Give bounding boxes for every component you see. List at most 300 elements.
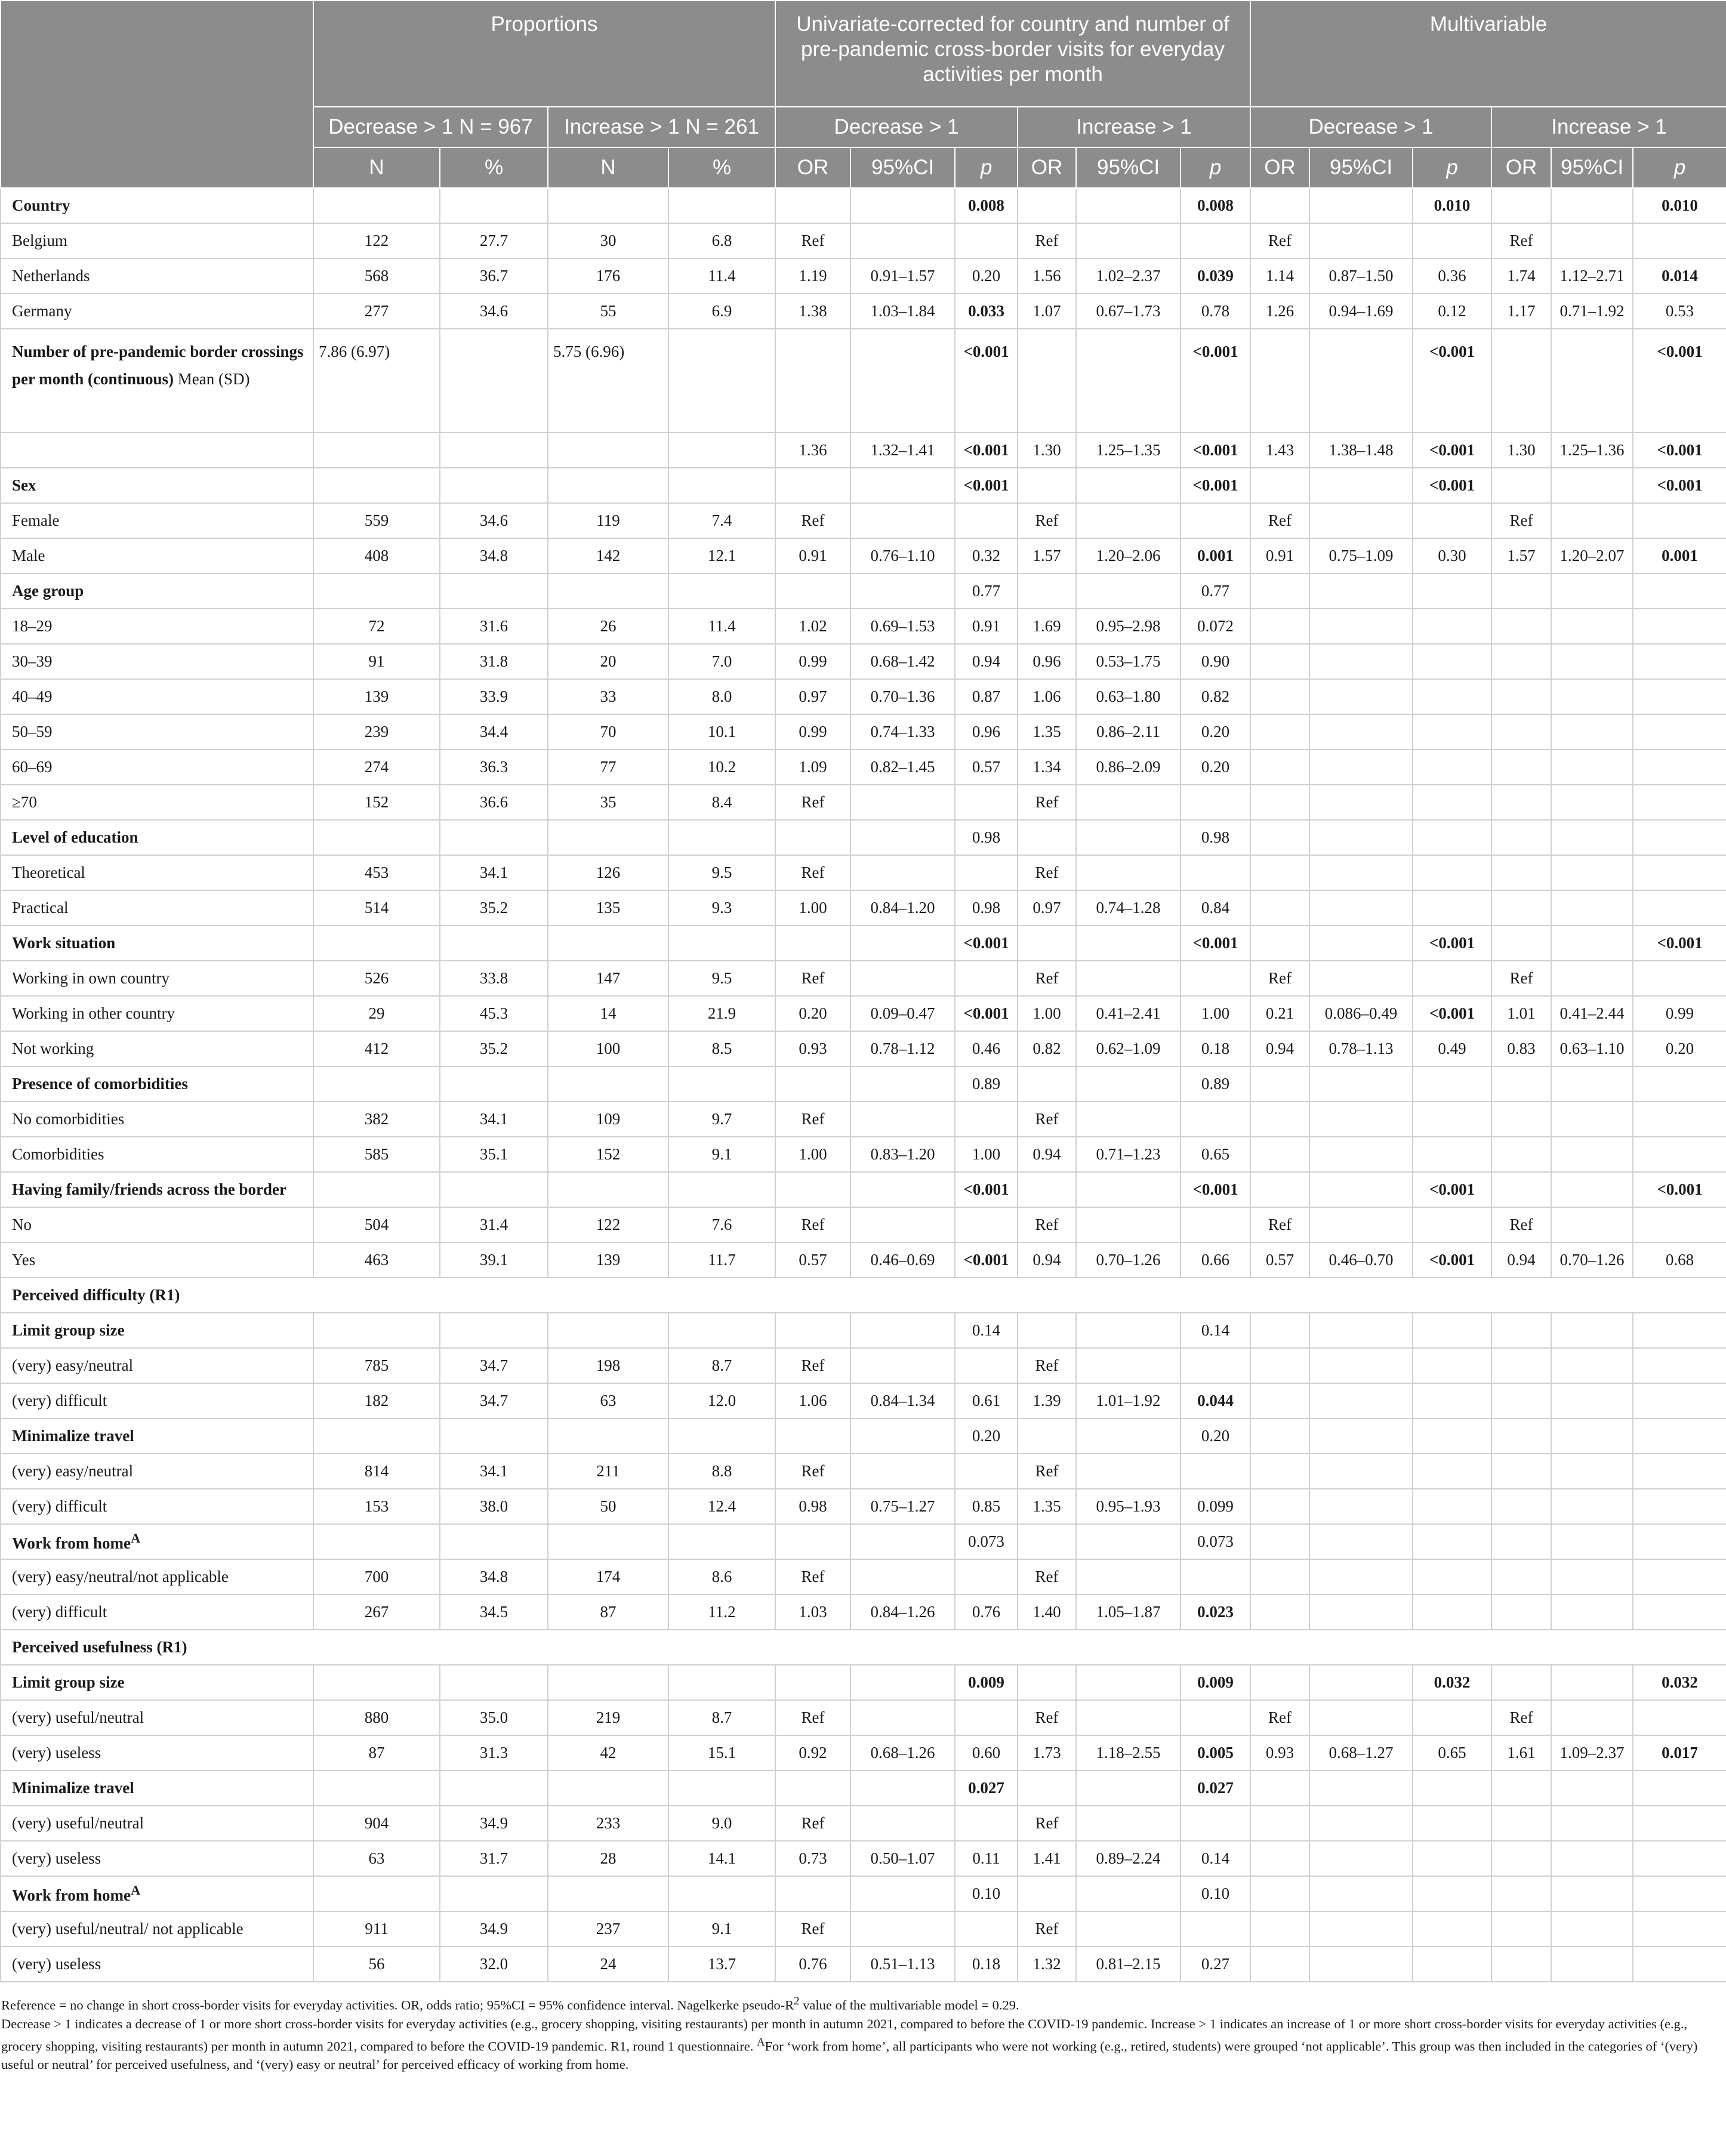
row-label (1, 573, 313, 609)
table-cell (1250, 1383, 1309, 1418)
table-cell: 135 (548, 890, 668, 926)
table-cell: 35.2 (440, 1031, 548, 1066)
table-cell: 0.009 (955, 1665, 1018, 1700)
table-cell (1551, 223, 1633, 258)
table-cell: 0.75–1.09 (1309, 538, 1413, 573)
table-cell (548, 1172, 668, 1207)
table-cell (1250, 609, 1309, 644)
table-cell: 0.18 (955, 1947, 1018, 1982)
table-cell: 11.4 (668, 258, 775, 294)
table-cell (313, 1524, 440, 1559)
table-cell: 880 (313, 1700, 440, 1735)
table-cell (1076, 1102, 1181, 1137)
row-label-text: 30–39 (12, 652, 53, 670)
table-cell: 91 (313, 644, 440, 679)
row-label-text: 50–59 (12, 723, 53, 741)
row-label-text: Comorbidities (12, 1145, 104, 1163)
table-cell (1309, 609, 1413, 644)
table-cell (1633, 749, 1726, 785)
table-cell (1551, 1418, 1633, 1454)
table-cell: 0.09–0.47 (850, 996, 955, 1031)
table-cell (775, 1313, 850, 1348)
table-cell (1076, 1348, 1181, 1383)
table-cell: <0.001 (955, 468, 1018, 503)
table-cell (1491, 1172, 1551, 1207)
row-label (1, 503, 313, 538)
table-cell: 0.41–2.44 (1551, 996, 1633, 1031)
table-cell: <0.001 (955, 996, 1018, 1031)
table-cell: 1.56 (1018, 258, 1076, 294)
table-cell: 31.7 (440, 1841, 548, 1876)
row-label-text: Age group (12, 582, 84, 600)
table-cell: 1.00 (1018, 996, 1076, 1031)
table-cell (548, 1313, 668, 1348)
table-cell (1551, 1348, 1633, 1383)
table-cell: 0.70–1.26 (1076, 1242, 1181, 1278)
table-row (1, 855, 1726, 890)
table-cell (668, 1771, 775, 1806)
table-cell: 211 (548, 1454, 668, 1489)
row-label (1, 468, 313, 503)
table-cell (1633, 1911, 1726, 1947)
table-cell: 0.001 (1181, 538, 1250, 573)
table-cell (1076, 329, 1181, 433)
table-cell (440, 1172, 548, 1207)
table-cell (1413, 1771, 1491, 1806)
table-cell: 30 (548, 223, 668, 258)
table-cell: 568 (313, 258, 440, 294)
table-cell (1413, 890, 1491, 926)
table-cell (1551, 609, 1633, 644)
row-label-text: (very) useless (12, 1744, 101, 1762)
row-label (1, 188, 313, 223)
table-cell (1309, 1841, 1413, 1876)
table-cell (1076, 1418, 1181, 1454)
table-cell (440, 329, 548, 433)
table-cell: 0.032 (1413, 1665, 1491, 1700)
table-cell (1018, 1066, 1076, 1102)
table-cell (1309, 1876, 1413, 1911)
table-cell (1491, 1559, 1551, 1594)
table-cell: 0.78 (1181, 294, 1250, 329)
table-cell (1309, 1207, 1413, 1242)
table-row (1, 329, 1726, 433)
table-cell (850, 1876, 955, 1911)
table-cell: 0.67–1.73 (1076, 294, 1181, 329)
table-cell (313, 1876, 440, 1911)
column-header: N (313, 147, 440, 188)
table-cell (1309, 503, 1413, 538)
column-header: p (1633, 147, 1726, 188)
table-cell (548, 926, 668, 961)
table-cell (1250, 1348, 1309, 1383)
table-cell (1551, 961, 1633, 996)
row-label-text: Limit group size (12, 1673, 125, 1691)
table-cell: 0.94 (1491, 1242, 1551, 1278)
table-cell (955, 223, 1018, 258)
table-cell (775, 1172, 850, 1207)
table-cell: 42 (548, 1735, 668, 1771)
table-cell (313, 1313, 440, 1348)
table-cell (1309, 926, 1413, 961)
table-cell: Ref (775, 223, 850, 258)
table-cell: Ref (775, 855, 850, 890)
table-cell (775, 188, 850, 223)
table-row (1, 1559, 1726, 1594)
table-cell (1309, 820, 1413, 855)
table-cell (1181, 1559, 1250, 1594)
table-row (1, 433, 1726, 468)
table-cell (850, 855, 955, 890)
table-cell (1633, 644, 1726, 679)
table-cell (1633, 1771, 1726, 1806)
table-cell (1250, 644, 1309, 679)
table-cell (955, 1911, 1018, 1947)
table-cell (1491, 1771, 1551, 1806)
footnote-line-2 (1, 2015, 1726, 2074)
table-cell: 1.57 (1491, 538, 1551, 573)
row-label (1, 433, 313, 468)
table-cell (440, 1524, 548, 1559)
table-cell (1309, 1454, 1413, 1489)
table-cell (1633, 820, 1726, 855)
table-row (1, 1665, 1726, 1700)
table-cell (1309, 1172, 1413, 1207)
table-cell (668, 1524, 775, 1559)
table-cell (1551, 1876, 1633, 1911)
table-cell (1018, 926, 1076, 961)
table-cell: 0.84–1.34 (850, 1383, 955, 1418)
table-cell: 0.18 (1181, 1031, 1250, 1066)
table-cell: 0.65 (1413, 1735, 1491, 1771)
table-cell: 1.02 (775, 609, 850, 644)
table-cell: 382 (313, 1102, 440, 1137)
table-cell: 0.98 (1181, 820, 1250, 855)
table-cell: <0.001 (1633, 1172, 1726, 1207)
row-label-text: (very) easy/neutral (12, 1462, 134, 1480)
table-cell (1181, 503, 1250, 538)
table-row (1, 714, 1726, 749)
table-cell: 453 (313, 855, 440, 890)
column-header: OR (1491, 147, 1551, 188)
table-cell (1491, 609, 1551, 644)
table-cell (1551, 714, 1633, 749)
table-cell: 0.46 (955, 1031, 1018, 1066)
table-cell: 1.00 (955, 1137, 1018, 1172)
table-cell (1551, 1489, 1633, 1524)
table-cell: 412 (313, 1031, 440, 1066)
row-label-text: Number of pre-pandemic border crossings per month (continuous) (12, 343, 304, 388)
table-cell (1309, 1348, 1413, 1383)
table-cell (1250, 1947, 1309, 1982)
table-cell: 34.1 (440, 1454, 548, 1489)
table-row (1, 996, 1726, 1031)
table-cell (1076, 1172, 1181, 1207)
table-cell: Ref (1250, 961, 1309, 996)
table-cell (548, 188, 668, 223)
table-cell: 0.86–2.09 (1076, 749, 1181, 785)
table-cell (1076, 785, 1181, 820)
subheader-uni-decrease: Decrease > 1 (775, 107, 1018, 147)
table-cell (1076, 1806, 1181, 1841)
table-cell: 1.20–2.06 (1076, 538, 1181, 573)
table-cell (850, 961, 955, 996)
table-cell: 0.71–1.92 (1551, 294, 1633, 329)
table-cell (1250, 1665, 1309, 1700)
table-cell: 11.4 (668, 609, 775, 644)
table-cell (775, 1066, 850, 1102)
table-cell: 8.0 (668, 679, 775, 714)
table-cell: 1.73 (1018, 1735, 1076, 1771)
table-cell: 0.91–1.57 (850, 258, 955, 294)
table-cell: <0.001 (1633, 926, 1726, 961)
table-cell: Ref (1018, 503, 1076, 538)
row-label (1, 1700, 313, 1735)
table-cell: 1.35 (1018, 1489, 1076, 1524)
table-row (1, 1172, 1726, 1207)
table-cell: 0.008 (955, 188, 1018, 223)
table-cell (1250, 1137, 1309, 1172)
table-cell: 176 (548, 258, 668, 294)
table-cell (1309, 714, 1413, 749)
table-cell (668, 188, 775, 223)
table-cell (775, 329, 850, 433)
table-cell: 0.82 (1181, 679, 1250, 714)
table-cell: Ref (775, 1700, 850, 1735)
table-cell (955, 961, 1018, 996)
table-cell: 20 (548, 644, 668, 679)
table-cell (1309, 890, 1413, 926)
table-cell: 14.1 (668, 1841, 775, 1876)
row-label-text: (very) useful/neutral (12, 1708, 144, 1726)
row-label (1, 1771, 313, 1806)
table-cell: 33.8 (440, 961, 548, 996)
row-label (1, 1841, 313, 1876)
table-cell: 7.6 (668, 1207, 775, 1242)
table-cell: Ref (1250, 503, 1309, 538)
table-cell: 0.60 (955, 1735, 1018, 1771)
table-cell (1633, 223, 1726, 258)
table-cell: 109 (548, 1102, 668, 1137)
header-group-proportions: Proportions (313, 1, 775, 107)
table-cell (1551, 1594, 1633, 1630)
table-cell (1413, 644, 1491, 679)
table-cell: 1.00 (775, 1137, 850, 1172)
table-cell (1491, 1066, 1551, 1102)
table-cell: 0.62–1.09 (1076, 1031, 1181, 1066)
row-label-text: Work from home (12, 1534, 131, 1552)
table-cell (668, 433, 775, 468)
table-cell: 1.12–2.71 (1551, 258, 1633, 294)
table-cell (1413, 1137, 1491, 1172)
table-cell: <0.001 (1413, 433, 1491, 468)
table-cell: 9.5 (668, 855, 775, 890)
table-cell: 9.3 (668, 890, 775, 926)
table-cell (1018, 1524, 1076, 1559)
table-cell: Ref (1018, 785, 1076, 820)
footnote-superscript-a: A (756, 2035, 765, 2049)
table-cell (1491, 1665, 1551, 1700)
table-cell (1250, 1102, 1309, 1137)
table-cell: 34.9 (440, 1911, 548, 1947)
table-cell: <0.001 (955, 433, 1018, 468)
table-cell: Ref (775, 1454, 850, 1489)
table-cell: 233 (548, 1806, 668, 1841)
table-cell: 0.57 (1250, 1242, 1309, 1278)
table-cell: 0.77 (955, 573, 1018, 609)
table-cell (1413, 1102, 1491, 1137)
table-cell: 34.8 (440, 1559, 548, 1594)
table-cell (1413, 223, 1491, 258)
footnote-text-1-end: value of the multivariable model = 0.29. (799, 1997, 1019, 2013)
table-cell (1491, 714, 1551, 749)
table-cell (1491, 1876, 1551, 1911)
table-cell: 1.19 (775, 258, 850, 294)
table-cell (1551, 855, 1633, 890)
table-cell (1491, 1489, 1551, 1524)
table-cell (313, 1066, 440, 1102)
table-cell: 0.66 (1181, 1242, 1250, 1278)
table-row (1, 1947, 1726, 1982)
table-cell: 1.38–1.48 (1309, 433, 1413, 468)
table-cell (1633, 890, 1726, 926)
table-cell (1633, 1876, 1726, 1911)
table-cell: <0.001 (1413, 1172, 1491, 1207)
table-cell (1250, 1559, 1309, 1594)
table-cell: 239 (313, 714, 440, 749)
table-cell (1413, 1454, 1491, 1489)
row-label (1, 996, 313, 1031)
table-cell (668, 1876, 775, 1911)
table-cell (955, 503, 1018, 538)
table-cell (1413, 1947, 1491, 1982)
table-cell (1633, 1700, 1726, 1735)
table-cell (1309, 1771, 1413, 1806)
table-cell: 122 (313, 223, 440, 258)
table-cell: 139 (548, 1242, 668, 1278)
table-cell (1018, 1771, 1076, 1806)
table-cell: 0.65 (1181, 1137, 1250, 1172)
table-cell (1491, 926, 1551, 961)
table-cell (1076, 573, 1181, 609)
footnote-text-2: Decrease > 1 indicates a decrease of 1 or more short cross-border visits for everyday activities (e.g., grocery shopping, visiting restaurants) per month in autumn 2021, compared to before the COVID-19 pandemic. Increase > 1 indicates an increase of 1 or more short cross-border visits for everyday activities (e.g., grocery shopping, visiting restaurants) per month in autumn 2021, compared to before the COVID-19 pandemic. R1, round 1 questionnaire. (1, 2016, 1688, 2053)
table-cell: <0.001 (1633, 329, 1726, 433)
header-group-univariate: Univariate-corrected for country and number of pre-pandemic cross-border visits for everyday activities per month (775, 1, 1250, 107)
table-cell (1076, 1771, 1181, 1806)
table-cell: 0.46–0.70 (1309, 1242, 1413, 1278)
table-cell: <0.001 (955, 1172, 1018, 1207)
table-cell: 0.20 (1181, 714, 1250, 749)
row-label (1, 1559, 313, 1594)
table-cell: 0.87–1.50 (1309, 258, 1413, 294)
table-cell: 139 (313, 679, 440, 714)
row-label (1, 1137, 313, 1172)
table-cell: Ref (1018, 961, 1076, 996)
table-cell: 463 (313, 1242, 440, 1278)
table-cell (1309, 1665, 1413, 1700)
table-cell (1491, 468, 1551, 503)
table-cell: 31.4 (440, 1207, 548, 1242)
table-cell: 1.30 (1018, 433, 1076, 468)
table-cell: 34.7 (440, 1348, 548, 1383)
table-cell: 0.086–0.49 (1309, 996, 1413, 1031)
table-cell (1633, 1207, 1726, 1242)
table-cell: 198 (548, 1348, 668, 1383)
table-cell (548, 1418, 668, 1454)
table-cell: 8.4 (668, 785, 775, 820)
table-cell: 5.75 (6.96) (548, 329, 668, 433)
table-row (1, 1137, 1726, 1172)
table-cell (1633, 1418, 1726, 1454)
table-cell (1551, 820, 1633, 855)
table-cell (1181, 961, 1250, 996)
table-cell: 0.70–1.36 (850, 679, 955, 714)
table-cell (1633, 1559, 1726, 1594)
table-cell (1551, 1137, 1633, 1172)
table-cell: 0.98 (955, 820, 1018, 855)
table-cell (1250, 1771, 1309, 1806)
table-cell: <0.001 (955, 1242, 1018, 1278)
table-cell (850, 329, 955, 433)
table-cell: 7.86 (6.97) (313, 329, 440, 433)
table-cell (1181, 1806, 1250, 1841)
table-cell (1309, 1489, 1413, 1524)
table-cell (1491, 1806, 1551, 1841)
table-cell (668, 1418, 775, 1454)
table-cell: 34.6 (440, 294, 548, 329)
table-cell (1309, 223, 1413, 258)
table-cell (1491, 1348, 1551, 1383)
table-cell: 219 (548, 1700, 668, 1735)
table-cell (1491, 1594, 1551, 1630)
table-row (1, 538, 1726, 573)
table-cell (1250, 1313, 1309, 1348)
table-cell (1250, 1418, 1309, 1454)
table-cell: 0.63–1.10 (1551, 1031, 1633, 1066)
row-label (1, 1031, 313, 1066)
table-cell (313, 1665, 440, 1700)
footnote-line-1 (1, 1992, 1726, 2015)
table-row (1, 1735, 1726, 1771)
table-cell (1309, 1700, 1413, 1735)
row-label-text: Country (12, 196, 70, 214)
table-cell (1309, 1524, 1413, 1559)
table-cell (1551, 1771, 1633, 1806)
table-cell: 31.3 (440, 1735, 548, 1771)
table-row (1, 890, 1726, 926)
table-cell: 34.6 (440, 503, 548, 538)
row-label-text: Practical (12, 899, 69, 917)
table-cell (313, 1771, 440, 1806)
row-label (1, 785, 313, 820)
table-cell: 1.05–1.87 (1076, 1594, 1181, 1630)
table-cell (1413, 1348, 1491, 1383)
table-row (1, 609, 1726, 644)
table-cell (1250, 1524, 1309, 1559)
row-label-text: (very) easy/neutral/not applicable (12, 1568, 229, 1586)
table-cell (1413, 1594, 1491, 1630)
table-cell (1309, 749, 1413, 785)
table-cell (440, 1665, 548, 1700)
table-cell: 0.97 (775, 679, 850, 714)
row-label-text: 60–69 (12, 758, 53, 776)
table-cell: <0.001 (1181, 468, 1250, 503)
table-cell: 0.32 (955, 538, 1018, 573)
row-label (1, 1066, 313, 1102)
table-cell (850, 1172, 955, 1207)
column-header: % (440, 147, 548, 188)
table-cell (1250, 1454, 1309, 1489)
